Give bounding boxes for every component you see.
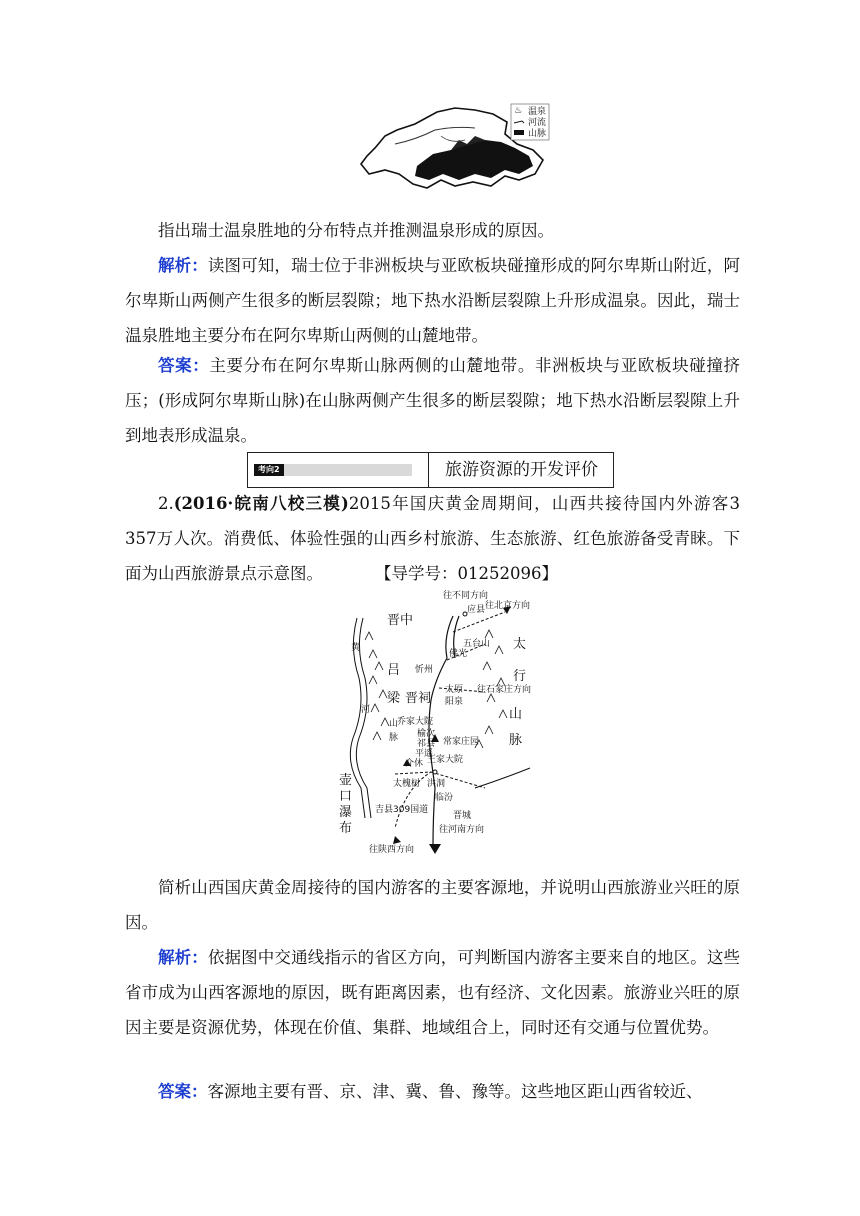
question-1 (125, 213, 740, 248)
map-he: 河 (361, 705, 371, 715)
map-jinci: 晋祠 (405, 691, 432, 706)
map-hongdong: 洪洞 (427, 779, 446, 789)
map-liang: 梁 (387, 691, 401, 706)
map-hang: 行 (513, 669, 527, 684)
section-title: 旅游资源的开发评价 (428, 453, 613, 487)
map-hu: 壶 (339, 773, 353, 788)
map-qiaojia: 乔家大院 (397, 717, 434, 727)
analysis-1-text: 读图可知，瑞士位于非洲板块与亚欧板块碰撞形成的阿尔卑斯山附近，阿尔卑斯山两侧产生很多的断层裂隙；地下热水沿断层裂隙上升形成温泉。因此，瑞士温泉胜地主要分布在阿尔卑斯山两侧的山麓地带。 (125, 256, 741, 345)
answer-1-text: 主要分布在阿尔卑斯山脉两侧的山麓地带。非洲板块与亚欧板块碰撞挤压；(形成阿尔卑斯山脉)在山脉两侧产生很多的断层裂隙；地下热水沿断层裂隙上升到地表形成温泉。 (125, 356, 741, 445)
question-2-intro (125, 486, 740, 591)
map-to-beijing: 往北京方向 (485, 601, 531, 611)
map-lv-shan: 山 (389, 719, 399, 729)
map-xinzhou: 忻州 (415, 665, 434, 675)
section-tag: 考向2 (254, 464, 284, 476)
section-tag-bar (254, 464, 412, 476)
analysis-label: 解析： (158, 256, 208, 275)
map-tai: 太 (513, 637, 527, 652)
map-taiyuan: 太原 (445, 685, 464, 695)
map-jinzhong: 晋中 (387, 613, 414, 628)
analysis-2-text: 依据图中交通线指示的省区方向，可判断国内游客主要来自的地区。这些省市成为山西客源地的原因，既有距离因素，也有经济、文化因素。旅游业兴旺的原因主要是资源优势，体现在价值、集群、地域组合上，同时还有交通与位置优势。 (125, 948, 741, 1037)
map-taihang-mai: 脉 (509, 733, 523, 748)
map-linfen: 临汾 (435, 793, 454, 803)
shanxi-tourism-map (335, 588, 535, 860)
map-wutaishan: 五台山 (463, 639, 491, 649)
map-kou: 口 (339, 789, 353, 804)
legend (510, 103, 550, 143)
map-yingxian: 应县 (467, 605, 486, 615)
answer-label-2: 答案： (158, 1082, 208, 1101)
analysis-2 (125, 940, 740, 1045)
map-pingyao: 平遥 (415, 749, 434, 759)
map-jincheng: 晋城 (453, 811, 472, 821)
analysis-label-2: 解析： (158, 948, 208, 967)
map-yangquan: 阳泉 (445, 697, 464, 707)
map-qixian: 祁县 (417, 739, 436, 749)
answer-2 (125, 1074, 740, 1109)
map-changjia: 常家庄园 (443, 737, 480, 747)
map-to-shijiazhuang: 往石家庄方向 (477, 685, 532, 695)
map-taihuai: 太槐树 (393, 779, 421, 789)
answer-2-text: 客源地主要有晋、京、津、冀、鲁、豫等。这些地区距山西省较近、 (207, 1082, 703, 1101)
map-taihang-shan: 山 (509, 707, 523, 722)
map-lv-mai: 脉 (389, 733, 399, 743)
legend-hot-spring: 温泉 (528, 107, 547, 117)
question-2 (125, 870, 740, 940)
svg-text:♨: ♨ (514, 106, 523, 116)
question-1-text: 指出瑞士温泉胜地的分布特点并推测温泉形成的原因。 (158, 221, 554, 240)
map-pu: 瀑 (339, 805, 353, 820)
legend-river: 河流 (528, 118, 547, 128)
map-lv: 吕 (387, 663, 401, 678)
question-2-text: 简析山西国庆黄金周接待的国内游客的主要客源地，并说明山西旅游业兴旺的原因。 (125, 878, 740, 932)
question-2-source: (2016·皖南八校三模) (173, 494, 349, 513)
answer-1 (125, 348, 740, 453)
map-wangjia: 王家大院 (427, 755, 464, 765)
legend-mountain: 山脉 (528, 129, 547, 139)
map-huang: 黄 (351, 643, 361, 653)
map-top-direction: 往不同方向 (443, 591, 489, 601)
map-road: 吉县309国道 (375, 805, 429, 815)
guide-number: 【导学号：01252096】 (375, 564, 558, 583)
answer-label: 答案： (158, 356, 210, 375)
section-header (247, 452, 614, 488)
map-to-shaanxi: 往陕西方向 (369, 845, 415, 855)
map-yuci: 榆次 (417, 729, 436, 739)
question-2-number: 2. (158, 494, 174, 513)
map-to-henan: 往河南方向 (439, 825, 485, 835)
question-2-intro-text: 2015年国庆黄金周期间，山西共接待国内外游客3 357万人次。消费低、体验性强的山西乡村旅游、生态旅游、红色旅游备受青睐。下面为山西旅游景点示意图。 (125, 494, 740, 583)
map-foguang: 佛光 (449, 649, 468, 659)
map-jiexiu: 介休 (405, 759, 424, 769)
map-bu: 布 (339, 821, 353, 836)
analysis-1 (125, 248, 740, 353)
